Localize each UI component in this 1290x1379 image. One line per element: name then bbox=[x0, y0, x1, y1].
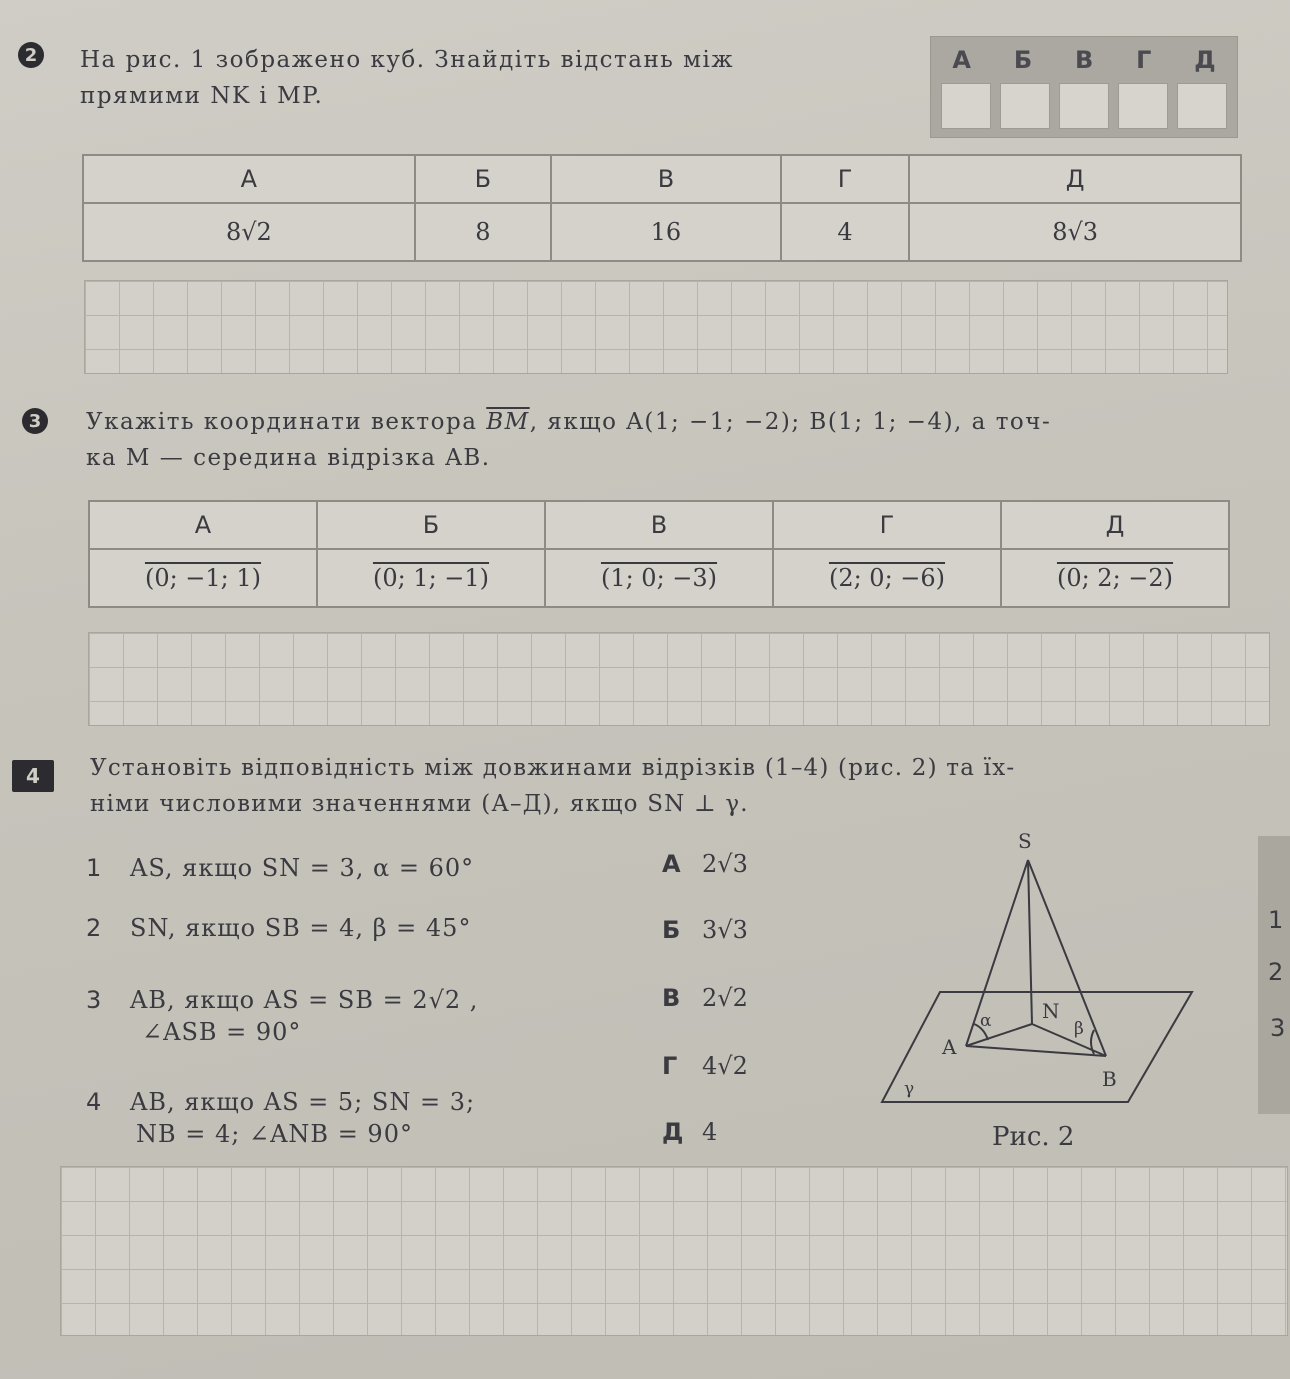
option-letter: Б bbox=[317, 501, 545, 549]
option-value: 16 bbox=[551, 203, 781, 261]
task-2-line-1: На рис. 1 зображено куб. Знайдіть відстань між bbox=[80, 47, 735, 73]
answer-d bbox=[662, 1118, 717, 1146]
task-3-work-grid[interactable] bbox=[88, 632, 1270, 726]
label-gamma: γ bbox=[904, 1079, 915, 1099]
option-value: 8√3 bbox=[909, 203, 1241, 261]
task-2-options-table bbox=[82, 154, 1242, 262]
task-2-work-grid[interactable] bbox=[84, 280, 1228, 374]
answer-value: 4√2 bbox=[702, 1052, 748, 1080]
option-letter: Д bbox=[909, 155, 1241, 203]
answer-a bbox=[662, 850, 748, 878]
option-value: (0; 2; −2) bbox=[1001, 549, 1229, 607]
label-alpha: α bbox=[980, 1011, 992, 1031]
vector-bm: $\overline{BM}$ bbox=[486, 409, 530, 435]
option-letter: В bbox=[551, 155, 781, 203]
match-item-1 bbox=[86, 852, 474, 884]
option-letter: Г bbox=[773, 501, 1001, 549]
answer-card bbox=[930, 36, 1238, 138]
label-a: A bbox=[942, 1035, 957, 1059]
task-3-question bbox=[86, 404, 1246, 476]
answer-letter: Б bbox=[662, 916, 681, 944]
option-letter: Б bbox=[415, 155, 551, 203]
answer-letter: А bbox=[662, 850, 681, 878]
answer-value: 4 bbox=[702, 1118, 718, 1146]
match-item-3 bbox=[86, 984, 478, 1048]
item-text: AS, якщо SN = 3, α = 60° bbox=[130, 854, 475, 882]
option-value: (0; −1; 1) bbox=[89, 549, 317, 607]
answer-value: 2√2 bbox=[702, 984, 748, 1012]
option-value: (1; 0; −3) bbox=[545, 549, 773, 607]
answer-value: 2√3 bbox=[702, 850, 748, 878]
answer-checkbox[interactable] bbox=[1059, 83, 1109, 129]
label-beta: β bbox=[1074, 1019, 1084, 1039]
option-letter: А bbox=[89, 501, 317, 549]
answer-checkbox[interactable] bbox=[1000, 83, 1050, 129]
answer-value: 3√3 bbox=[702, 916, 748, 944]
item-text: AB, якщо AS = SB = 2√2 , bbox=[130, 986, 479, 1014]
option-value: 8√2 bbox=[83, 203, 415, 261]
answer-letter: В bbox=[1074, 46, 1094, 74]
item-text-2: ∠ASB = 90° bbox=[142, 1018, 302, 1046]
task-3-number: 3 bbox=[22, 408, 48, 434]
answer-card-letters bbox=[931, 37, 1237, 83]
item-text-2: NB = 4; ∠ANB = 90° bbox=[136, 1120, 413, 1148]
task-3-line-1-pre: Укажіть координати вектора bbox=[86, 409, 487, 435]
answer-letter: Д bbox=[662, 1118, 684, 1146]
answer-letter: Д bbox=[1194, 46, 1216, 74]
task-4-line-1: Установіть відповідність між довжинами відрізків (1–4) (рис. 2) та їх- bbox=[90, 755, 1016, 781]
match-item-4 bbox=[86, 1086, 475, 1150]
item-text: AB, якщо AS = 5; SN = 3; bbox=[130, 1088, 476, 1116]
option-value: 8 bbox=[415, 203, 551, 261]
item-text: SN, якщо SB = 4, β = 45° bbox=[130, 914, 472, 942]
answer-v bbox=[662, 984, 748, 1012]
task-4-question bbox=[90, 750, 1250, 822]
edge-sn bbox=[1028, 860, 1032, 1024]
answer-checkbox[interactable] bbox=[1177, 83, 1227, 129]
label-n: N bbox=[1042, 999, 1060, 1023]
figure-2-caption: Рис. 2 bbox=[992, 1122, 1075, 1152]
option-letter: А bbox=[83, 155, 415, 203]
task-4-work-grid[interactable] bbox=[60, 1166, 1288, 1336]
answer-letter: Б bbox=[1013, 46, 1033, 74]
segment-an bbox=[966, 1024, 1032, 1046]
answer-letter: А bbox=[952, 46, 971, 74]
edge-sa bbox=[966, 860, 1028, 1046]
label-b: B bbox=[1102, 1067, 1117, 1091]
answer-letter: Г bbox=[662, 1052, 678, 1080]
option-value: (2; 0; −6) bbox=[773, 549, 1001, 607]
task-4-line-2: німи числовими значеннями (А–Д), якщо SN ⊥ γ. bbox=[90, 791, 749, 817]
label-s: S bbox=[1018, 829, 1032, 853]
task-2-line-2: прямими NK і MP. bbox=[80, 83, 324, 109]
task-4-number: 4 bbox=[12, 760, 54, 792]
option-letter: Г bbox=[781, 155, 909, 203]
side-number: 2 bbox=[1268, 958, 1285, 986]
task-3-line-1-post: , якщо A(1; −1; −2); B(1; 1; −4), а точ- bbox=[529, 409, 1052, 435]
answer-checkbox[interactable] bbox=[941, 83, 991, 129]
option-value: 4 bbox=[781, 203, 909, 261]
answer-card-boxes bbox=[931, 83, 1237, 129]
figure-2-pyramid bbox=[870, 820, 1210, 1120]
answer-b bbox=[662, 916, 748, 944]
answer-letter: Г bbox=[1136, 46, 1152, 74]
side-number: 3 bbox=[1270, 1014, 1287, 1042]
task-3-options-table bbox=[88, 500, 1230, 608]
option-letter: В bbox=[545, 501, 773, 549]
item-number: 1 bbox=[86, 854, 103, 882]
task-2-question bbox=[80, 42, 910, 114]
item-number: 2 bbox=[86, 914, 103, 942]
item-number: 3 bbox=[86, 986, 103, 1014]
match-item-2 bbox=[86, 912, 471, 944]
item-number: 4 bbox=[86, 1088, 103, 1116]
plane-gamma bbox=[882, 992, 1192, 1102]
side-number: 1 bbox=[1268, 906, 1285, 934]
task-3-line-2: ка M — середина відрізка AB. bbox=[86, 445, 491, 471]
option-value: (0; 1; −1) bbox=[317, 549, 545, 607]
answer-letter: В bbox=[662, 984, 681, 1012]
task-3-line-1 bbox=[86, 404, 1246, 440]
task-2-number: 2 bbox=[18, 42, 44, 68]
option-letter: Д bbox=[1001, 501, 1229, 549]
answer-g bbox=[662, 1052, 748, 1080]
answer-checkbox[interactable] bbox=[1118, 83, 1168, 129]
